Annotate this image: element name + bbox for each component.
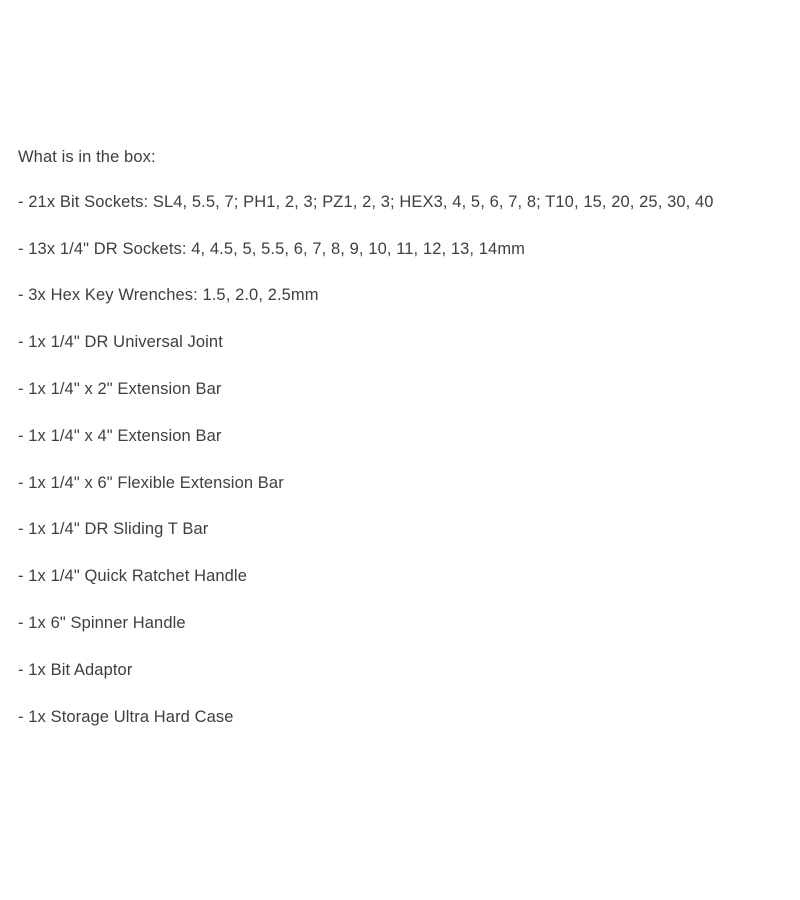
- list-item: - 1x Bit Adaptor: [18, 660, 133, 679]
- list-item: - 3x Hex Key Wrenches: 1.5, 2.0, 2.5mm: [18, 286, 319, 305]
- list-item: - 21x Bit Sockets: SL4, 5.5, 7; PH1, 2, 3; PZ1, 2, 3; HEX3, 4, 5, 6, 7, 8; T10, 15, 20, 25, 30, 40: [18, 192, 714, 211]
- list-item: - 1x 1/4" DR Universal Joint: [18, 333, 223, 352]
- list-item: - 1x 1/4" x 4" Extension Bar: [18, 426, 222, 445]
- list-item: - 1x 1/4" x 6" Flexible Extension Bar: [18, 473, 284, 492]
- list-item: - 13x 1/4" DR Sockets: 4, 4.5, 5, 5.5, 6, 7, 8, 9, 10, 11, 12, 13, 14mm: [18, 239, 526, 258]
- list-item: - 1x 6" Spinner Handle: [18, 613, 186, 632]
- list-item: - 1x 1/4" x 2" Extension Bar: [18, 379, 222, 398]
- list-item: - 1x 1/4" Quick Ratchet Handle: [18, 567, 247, 586]
- list-item: - 1x 1/4" DR Sliding T Bar: [18, 520, 209, 539]
- list-item: - 1x Storage Ultra Hard Case: [18, 707, 234, 726]
- page-title: What is in the box:: [18, 148, 156, 166]
- box-contents-list: [18, 193, 786, 728]
